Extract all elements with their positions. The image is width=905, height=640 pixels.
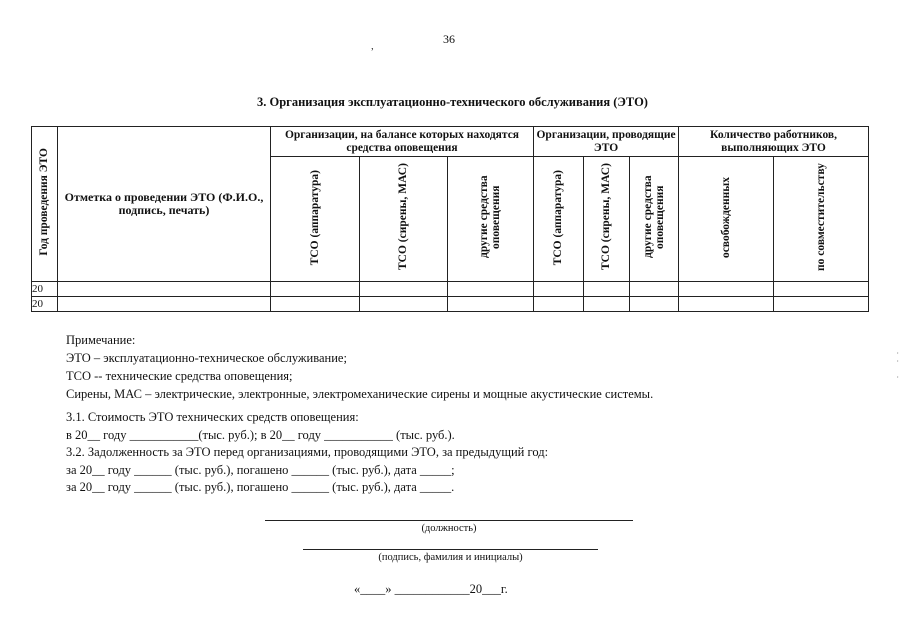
row-year: 20: [32, 297, 58, 312]
note-line: ТСО -- технические средства оповещения;: [66, 369, 293, 383]
position-line: [265, 520, 633, 521]
header-service-tso-sirens: ТСО (сирены, МАС): [584, 157, 630, 282]
header-balance-tso-apparatus: ТСО (аппаратура): [271, 157, 360, 282]
cost-block: [66, 409, 548, 497]
table-row: [32, 282, 869, 297]
section-title: 3. Организация эксплуатационно-технического обслуживания (ЭТО): [257, 95, 648, 109]
note-heading: Примечание:: [66, 333, 136, 347]
note-block: [66, 331, 653, 403]
eto-table: [31, 126, 869, 312]
date-line: «____» ____________20___г.: [354, 582, 508, 596]
signature-line: [303, 549, 598, 550]
page-number: 36: [443, 32, 455, 46]
cost-line: 3.1. Стоимость ЭТО технических средств оповещения:: [66, 410, 359, 424]
row-year: 20: [32, 282, 58, 297]
edge-marks: · · ·: [896, 349, 899, 382]
header-balance-other: другие средства оповещения: [448, 157, 534, 282]
debt-line: за 20__ году ______ (тыс. руб.), погашено ______ (тыс. руб.), дата _____.: [66, 480, 455, 494]
header-group-balance: Организации, на балансе которых находятся средства оповещения: [271, 127, 534, 157]
header-group-service: Организации, проводящие ЭТО: [534, 127, 679, 157]
header-staff-parttime: по совместительству: [774, 157, 869, 282]
header-year: Год проведения ЭТО: [32, 127, 58, 282]
table-row: [32, 297, 869, 312]
debt-heading: 3.2. Задолженность за ЭТО перед организациями, проводящими ЭТО, за предыдущий год:: [66, 445, 549, 459]
header-service-tso-apparatus: ТСО (аппаратура): [534, 157, 584, 282]
note-line: Сирены, МАС – электрические, электронные, электромеханические сирены и мощные акустические системы.: [66, 387, 654, 401]
header-balance-tso-sirens: ТСО (сирены, МАС): [360, 157, 448, 282]
position-caption: (должность): [421, 523, 477, 534]
debt-line: за 20__ году ______ (тыс. руб.), погашено ______ (тыс. руб.), дата _____;: [66, 462, 455, 477]
signature-caption: (подпись, фамилия и инициалы): [378, 552, 523, 563]
cost-line: в 20__ году ___________(тыс. руб.); в 20__ году ___________ (тыс. руб.).: [66, 427, 455, 442]
note-line: ЭТО – эксплуатационно-техническое обслуживание;: [66, 351, 347, 365]
header-service-other: другие средства оповещения: [630, 157, 679, 282]
stray-mark: ,: [371, 40, 374, 52]
header-group-staff: Количество работников, выполняющих ЭТО: [679, 127, 869, 157]
header-staff-released: освобожденных: [679, 157, 774, 282]
header-mark: Отметка о проведении ЭТО (Ф.И.О., подпись, печать): [58, 127, 271, 282]
